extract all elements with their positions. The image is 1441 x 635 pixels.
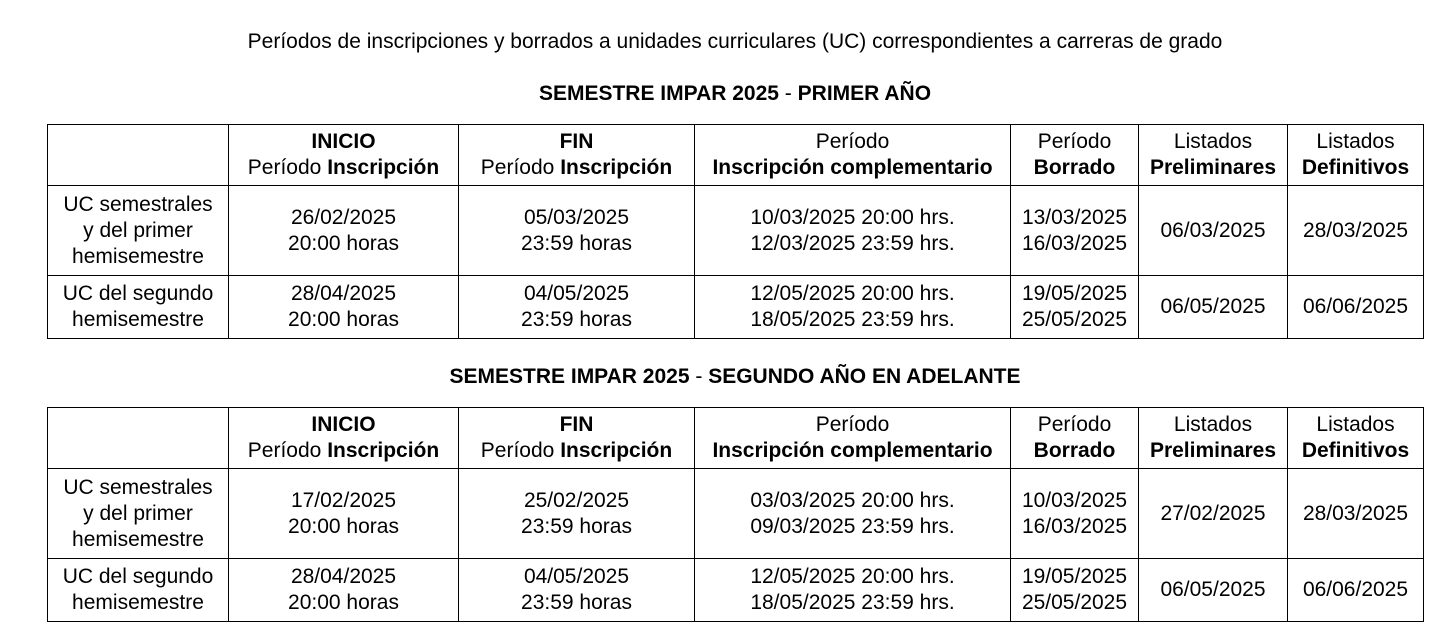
header-fin-title: FIN (559, 413, 594, 436)
header-complementario-subtitle: Inscripción complementario (712, 156, 993, 179)
section-title-separator: - (695, 365, 703, 388)
page-title: Períodos de inscripciones y borrados a unidades curriculares (UC) correspondientes a carreras de grado (247, 30, 1223, 53)
section-title-primer-ano (0, 81, 1441, 107)
cell-borrado: 13/03/2025 16/03/2025 (1011, 186, 1139, 276)
cell-inicio: 28/04/2025 20:00 horas (229, 276, 459, 339)
header-fin (459, 408, 695, 469)
header-complementario-title: Período (815, 413, 890, 436)
table-row (48, 276, 1424, 339)
header-empty-cell (48, 408, 229, 469)
header-borrado-title: Período (1037, 130, 1112, 153)
section-title-year: SEGUNDO AÑO EN ADELANTE (708, 365, 1021, 388)
table-row (48, 559, 1424, 622)
schedule-table-primer-ano (47, 124, 1424, 339)
row-label-segundo-hemisemestre: UC del segundo hemisemestre (48, 276, 229, 339)
header-preliminares (1139, 125, 1288, 186)
cell-fin: 05/03/2025 23:59 horas (459, 186, 695, 276)
row-label-segundo-hemisemestre: UC del segundo hemisemestre (48, 559, 229, 622)
cell-complementario: 12/05/2025 20:00 hrs. 18/05/2025 23:59 hrs. (695, 559, 1011, 622)
header-preliminares-subtitle: Preliminares (1149, 156, 1277, 179)
header-definitivos-subtitle: Definitivos (1301, 439, 1410, 462)
cell-fin: 04/05/2025 23:59 horas (459, 276, 695, 339)
header-complementario (695, 125, 1011, 186)
cell-inicio: 28/04/2025 20:00 horas (229, 559, 459, 622)
header-preliminares-title: Listados (1173, 130, 1253, 153)
header-inicio-subtitle: Período Inscripción (247, 439, 440, 462)
cell-fin: 04/05/2025 23:59 horas (459, 559, 695, 622)
cell-definitivos: 06/06/2025 (1288, 559, 1424, 622)
header-inicio-title: INICIO (311, 413, 376, 436)
cell-complementario: 03/03/2025 20:00 hrs. 09/03/2025 23:59 hrs. (695, 469, 1011, 559)
cell-fin: 25/02/2025 23:59 horas (459, 469, 695, 559)
header-inicio-subtitle: Período Inscripción (247, 156, 440, 179)
header-inicio (229, 125, 459, 186)
header-complementario-subtitle: Inscripción complementario (712, 439, 993, 462)
cell-inicio: 26/02/2025 20:00 horas (229, 186, 459, 276)
cell-complementario: 12/05/2025 20:00 hrs. 18/05/2025 23:59 hrs. (695, 276, 1011, 339)
cell-definitivos: 28/03/2025 (1288, 469, 1424, 559)
section-title-year: PRIMER AÑO (797, 82, 932, 105)
table-row (48, 186, 1424, 276)
header-inicio (229, 408, 459, 469)
row-label-semestrales: UC semestrales y del primer hemisemestre (48, 186, 229, 276)
cell-borrado: 19/05/2025 25/05/2025 (1011, 559, 1139, 622)
cell-borrado: 10/03/2025 16/03/2025 (1011, 469, 1139, 559)
cell-complementario: 10/03/2025 20:00 hrs. 12/03/2025 23:59 hrs. (695, 186, 1011, 276)
cell-borrado: 19/05/2025 25/05/2025 (1011, 276, 1139, 339)
header-borrado (1011, 408, 1139, 469)
table-header-row (48, 125, 1424, 186)
section-title-separator: - (784, 82, 792, 105)
header-preliminares-title: Listados (1173, 413, 1253, 436)
header-borrado-subtitle: Borrado (1033, 156, 1116, 179)
cell-preliminares: 06/05/2025 (1139, 559, 1288, 622)
header-inicio-title: INICIO (311, 130, 376, 153)
section-title-main: SEMESTRE IMPAR 2025 (538, 82, 779, 105)
header-definitivos-subtitle: Definitivos (1301, 156, 1410, 179)
header-definitivos (1288, 408, 1424, 469)
header-empty-cell (48, 125, 229, 186)
section-title-segundo-ano (0, 364, 1441, 390)
header-definitivos-title: Listados (1316, 413, 1395, 436)
cell-definitivos: 06/06/2025 (1288, 276, 1424, 339)
schedule-table-segundo-ano (47, 407, 1424, 622)
cell-preliminares: 06/05/2025 (1139, 276, 1288, 339)
cell-preliminares: 27/02/2025 (1139, 469, 1288, 559)
header-preliminares (1139, 408, 1288, 469)
header-fin-subtitle: Período Inscripción (480, 439, 673, 462)
header-borrado-subtitle: Borrado (1033, 439, 1116, 462)
cell-preliminares: 06/03/2025 (1139, 186, 1288, 276)
header-fin-title: FIN (559, 130, 594, 153)
row-label-semestrales: UC semestrales y del primer hemisemestre (48, 469, 229, 559)
cell-inicio: 17/02/2025 20:00 horas (229, 469, 459, 559)
cell-definitivos: 28/03/2025 (1288, 186, 1424, 276)
header-preliminares-subtitle: Preliminares (1149, 439, 1277, 462)
table-header-row (48, 408, 1424, 469)
header-definitivos (1288, 125, 1424, 186)
table-row (48, 469, 1424, 559)
header-fin-subtitle: Período Inscripción (480, 156, 673, 179)
header-definitivos-title: Listados (1316, 130, 1395, 153)
header-borrado-title: Período (1037, 413, 1112, 436)
header-fin (459, 125, 695, 186)
section-title-main: SEMESTRE IMPAR 2025 (449, 365, 690, 388)
header-complementario-title: Período (815, 130, 890, 153)
header-complementario (695, 408, 1011, 469)
header-borrado (1011, 125, 1139, 186)
